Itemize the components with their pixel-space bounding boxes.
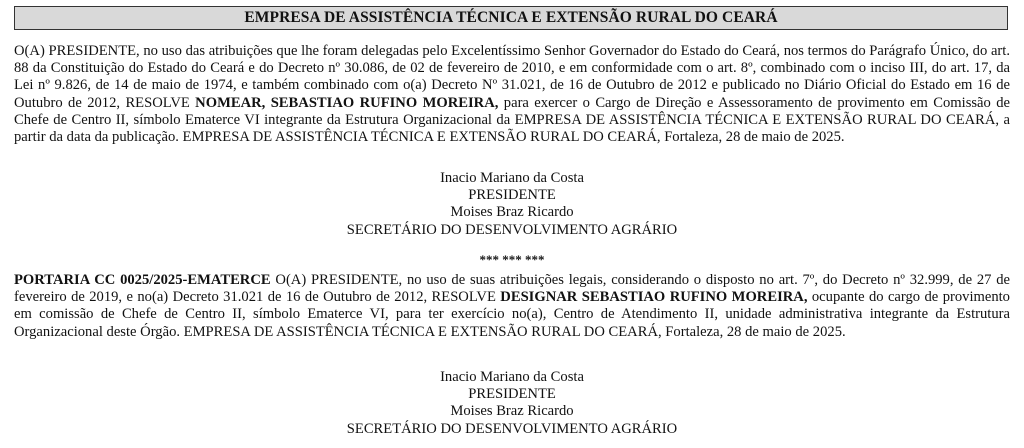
signer-name: Inacio Mariano da Costa <box>440 369 584 385</box>
designation-act-paragraph <box>14 272 1010 341</box>
signer-name: Inacio Mariano da Costa <box>440 170 584 186</box>
act2-text-after: ocupante do cargo de provimento em comissão de Chefe de Centro II, símbolo Ematerce VI, para ter exercício no(a), Centro de Atendimento II, unidade administrativa integrante da Estrutura Organizacional deste Órgão. EMPRESA DE ASSISTÊNCIA TÉCNICA E EXTENSÃO RURAL DO CEARÁ, Fortaleza, 28 de maio de 2025. <box>14 289 1010 340</box>
signer-role: SECRETÁRIO DO DESENVOLVIMENTO AGRÁRIO <box>346 420 678 437</box>
separator: *** *** *** <box>479 252 545 267</box>
appointment-act-paragraph <box>14 43 1010 146</box>
act2-title: PORTARIA CC 0025/2025-EMATERCE <box>14 272 271 288</box>
act1-action: NOMEAR, SEBASTIAO RUFINO MOREIRA, <box>195 94 499 111</box>
signer-name: Moises Braz Ricardo <box>450 403 574 420</box>
act1-text-before: O(A) PRESIDENTE, no uso das atribuições que lhe foram delegadas pelo Excelentíssimo Senhor Governador do Estado do Ceará, nos termos do Parágrafo Único, do art. 88 da Constituição do Estado do Ceará e do Decreto nº 30.086, de 02 de fevereiro de 2010, e em conformidade com o art. 8º, combinado com o inciso III, do art. 17, da Lei nº 9.826, de 14 de maio de 1974, e também combinado com o(a) Decreto Nº 31.021, de 16 de Outubro de 2012 e publicado no Diário Oficial do Estado em 16 de Outubro de 2012, RESOLVE <box>14 43 1010 111</box>
signer-role: PRESIDENTE <box>468 386 556 403</box>
signer-role: SECRETÁRIO DO DESENVOLVIMENTO AGRÁRIO <box>346 221 678 238</box>
act2-action: DESIGNAR SEBASTIAO RUFINO MOREIRA, <box>500 289 808 306</box>
section-title: EMPRESA DE ASSISTÊNCIA TÉCNICA E EXTENSÃO RURAL DO CEARÁ <box>244 9 778 26</box>
act2-signature-block <box>14 369 1010 438</box>
act1-signature-block <box>14 170 1010 239</box>
act1-text-after: para exercer o Cargo de Direção e Assessoramento de provimento em Comissão de Chefe de Centro II, símbolo Ematerce VI integrante da Estrutura Organizacional da EMPRESA DE ASSISTÊNCIA TÉCNICA E EXTENSÃO RURAL DO CEARÁ, a partir da data da publicação. EMPRESA DE ASSISTÊNCIA TÉCNICA E EXTENSÃO RURAL DO CEARÁ, Fortaleza, 28 de maio de 2025. <box>14 94 1010 146</box>
signer-role: PRESIDENTE <box>468 187 556 204</box>
signer-name: Moises Braz Ricardo <box>450 204 574 221</box>
section-header <box>14 6 1008 30</box>
act2-text-before: O(A) PRESIDENTE, no uso de suas atribuições legais, considerando o disposto no art. 7º, do Decreto nº 32.999, de 27 de fevereiro de 2019, e no(a) Decreto 31.021 de 16 de Outubro de 2012, RESOLVE <box>14 272 1011 306</box>
